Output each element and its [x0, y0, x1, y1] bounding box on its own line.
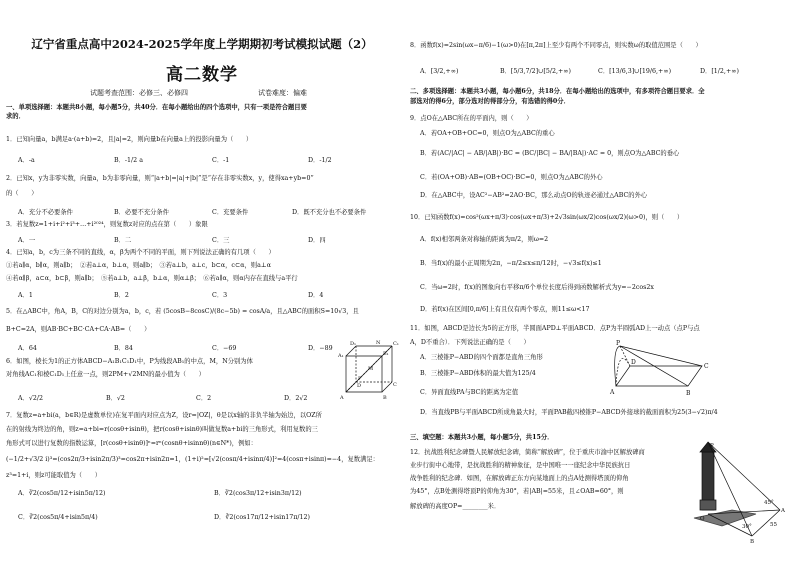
- section-1-heading-cont: 求的．: [6, 113, 25, 120]
- q2-option-d: D．既不充分也不必要条件: [292, 209, 367, 216]
- exam-subject: 高二数学: [166, 65, 238, 85]
- q11-option-b: B．三棱锥P−ABD体积的最大值为125/4: [420, 370, 536, 377]
- exam-title: 辽宁省重点高中2024-2025学年度上学期期初考试模拟试题（2）: [31, 37, 373, 51]
- q1-option-d: D．-1/2: [308, 157, 332, 164]
- q5-option-b: B．84: [114, 345, 133, 352]
- q6-option-c: C．2: [196, 395, 212, 402]
- q4-stem: 4．已知a，b，c为三条不同的直线，α，β为两个不同的平面，则下列说法正确的有几项（ ）: [6, 249, 275, 256]
- q11-option-a: A．三棱锥P−ABD的四个面都是直角三角形: [420, 354, 543, 361]
- q12-line-1: 12．抗战胜利纪念碑暨人民解放纪念碑，简称“解放碑”，位于重庆市渝中区解放碑商: [410, 449, 645, 456]
- pyramid-label-a: A: [610, 389, 615, 396]
- q1-option-a: A．-a: [18, 157, 35, 164]
- q4-option-a: A．1: [18, 292, 33, 299]
- q2-stem-cont: 的（ ）: [6, 190, 38, 197]
- q2-stem: 2．已知x，y为非零实数，向量a，b为非零向量，则“|a+b|=|a|+|b|”是“存在非零实数x，y，使得xa+yb=0”: [6, 175, 314, 182]
- tower-label-55: 55: [770, 522, 777, 528]
- q7-line-5: z³=1+i，则z可能取值为（ ）: [6, 472, 101, 479]
- q8-option-c: C．[13/6,3]∪[19/6,+∞): [598, 68, 672, 75]
- section-2-heading-cont: 部选对的得6分，部分选对的得部分分，有选错的得0分．: [410, 98, 570, 105]
- tower-label-angle-45: 45°: [764, 500, 774, 506]
- pyramid-label-c: C: [704, 363, 709, 370]
- q4-statements-2: ④若α∥β，a⊂α，b⊂β，则a∥b； ⑤若a⊥b，a⊥β，b⊥α，则α⊥β； ⑥若a∥α，则α内存在直线与a平行: [6, 275, 298, 282]
- tower-label-o: O: [700, 516, 705, 522]
- q10-option-c: C．当ω=2时，f(x)的图象向右平移π/6个单位长度后得到函数解析式为y=−2cos2x: [420, 284, 654, 291]
- q9-stem: 9．点O在△ABC所在的平面内，则（ ）: [410, 115, 533, 122]
- q1-option-c: C．-1: [212, 157, 230, 164]
- q6-option-b: B．√2: [106, 395, 125, 402]
- q7-option-a: A．∛2(cos5π/12+isin5π/12): [18, 490, 106, 497]
- q1-option-b: B．-1/2 a: [114, 157, 143, 164]
- cube-label-b: B: [383, 395, 387, 401]
- tower-figure: [692, 440, 788, 544]
- q3-option-d: D．四: [308, 237, 326, 244]
- cube-label-m: M: [368, 366, 374, 372]
- q7-option-b: B．∛2(cos3π/12+isin3π/12): [214, 490, 302, 497]
- q5-option-c: C．−69: [212, 345, 237, 352]
- q3-option-c: C．三: [212, 237, 230, 244]
- q1-stem: 1．已知向量a，b满足a·(a+b)=2，且|a|=2，则向量b在向量a上的投影向量为（ ）: [6, 136, 253, 143]
- q7-line-2: 在的射线为终边的角，则z=a+bi=r(cosθ+isinθ)，把r(cosθ+isinθ)叫做复数a+bi的三角形式，利用复数的三: [6, 426, 318, 433]
- q7-option-c: C．∛2(cos5π/4+isin5π/4): [18, 514, 98, 521]
- q2-option-a: A．充分不必要条件: [18, 209, 73, 216]
- tower-label-p: P: [710, 443, 714, 449]
- q2-option-c: C．充要条件: [212, 209, 249, 216]
- tower-label-b: B: [750, 539, 755, 545]
- cube-label-c: C: [393, 382, 397, 388]
- cube-label-c1: C₁: [393, 341, 399, 347]
- pyramid-label-p: P: [616, 340, 621, 347]
- q4-option-c: C．3: [212, 292, 228, 299]
- q3-stem: 3．若复数z=1+i+i²+i³+…+i²⁰²⁴，则复数z对应的点在第（ ）象限: [6, 221, 208, 228]
- section-3-heading: 三、填空题：本题共3小题，每小题5分，共15分．: [410, 434, 554, 441]
- pyramid-label-b: B: [686, 390, 691, 397]
- pyramid-label-d: D: [631, 359, 636, 366]
- q9-option-c: C．若(OA+OB)·AB=(OB+OC)·BC=0，则点O为△ABC的外心: [420, 174, 603, 181]
- q5-stem-cont: B+C=2A，则AB·BC+BC·CA+CA·AB=（ ）: [6, 326, 151, 333]
- q11-option-c: C．异面直线PA与BC的距离为定值: [420, 389, 519, 396]
- q4-option-d: D．4: [308, 292, 324, 299]
- q8-option-d: D．[1/2,+∞): [700, 68, 739, 75]
- q6-option-a: A．√2/2: [18, 395, 43, 402]
- exam-difficulty: 试卷难度：偏难: [258, 89, 307, 97]
- q5-option-d: D．−89: [308, 345, 333, 352]
- tower-label-a: A: [781, 508, 785, 514]
- q11-stem-cont: A，D不重合）．下列说法正确的是（ ）: [410, 339, 530, 346]
- q12-line-5: 解放碑的高度OP=________米．: [410, 503, 501, 510]
- q10-option-d: D．若f(x)在区间[0,π/6]上有且仅有两个零点，则11≤ω<17: [420, 306, 590, 313]
- cube-label-d: D: [357, 383, 362, 389]
- q3-option-a: A．一: [18, 237, 36, 244]
- q9-option-b: B．若(AC/|AC| − AB/|AB|)·BC = (BC/|BC| − BA/|BA|)·AC = 0，则点O为△ABC的垂心: [420, 150, 680, 157]
- q7-line-4: (−1/2+√3/2 i)³=(cos2π/3+isin2π/3)³=cos2π+isin2π=1，(1+i)²=[√2(cosπ/4+isinπ/4)]²=4(cosπ+isinπ)=−4，复数满足：: [6, 456, 379, 463]
- q8-option-b: B．[5/3,7/2]∪[5/2,+∞): [500, 68, 571, 75]
- q11-stem: 11．如图，ABCD是边长为5的正方形，半圆面APD⊥平面ABCD．点P为半圆弧AD上一动点（点P与点: [410, 325, 700, 332]
- q5-option-a: A．64: [18, 345, 37, 352]
- q6-stem-cont: 对角线AC₁和棱C₁D₁上任意一点，则2PM+√2MN的最小值为（ ）: [6, 371, 205, 378]
- q4-option-b: B．2: [114, 292, 129, 299]
- q10-option-a: A．f(x)相邻两条对称轴的距离为π/2，则ω=2: [420, 236, 549, 243]
- q11-option-d: D．当直线PB与平面ABCD所成角最大时，平面PAB截四棱锥P−ABCD外接球的截面面积为25(3−√2)π/4: [420, 409, 718, 416]
- cube-label-p: P: [358, 376, 362, 382]
- q2-option-b: B．必要不充分条件: [114, 209, 170, 216]
- cube-label-a: A: [340, 395, 344, 401]
- tower-label-angle-30: 30°: [742, 524, 752, 530]
- section-2-heading: 二、多项选择题：本题共3小题，每小题6分，共18分．在每小题给出的选项中，有多项符合题目要求．全: [410, 88, 705, 95]
- q7-option-d: D．∛2(cos17π/12+isin17π/12): [214, 514, 310, 521]
- q10-option-b: B．当f(x)的最小正周期为2π，−π/2≤x≤π/12时，−√3≤f(x)≤1: [420, 260, 602, 267]
- q8-stem: 8．函数f(x)=2sin(ωx−π/6)−1(ω>0)在[π,2π]上至少有两个不同零点，则实数ω的取值范围是（ ）: [410, 42, 702, 49]
- cube-figure: [338, 340, 398, 408]
- q3-option-b: B．二: [114, 237, 132, 244]
- q6-stem: 6．如图，棱长为1的正方体ABCD−A₁B₁C₁D₁中，P为线段AB₁的中点，M，N分别为体: [6, 358, 253, 365]
- q9-option-a: A．若OA+OB+OC=0，则点O为△ABC的重心: [420, 130, 555, 137]
- cube-label-b1: B₁: [383, 351, 389, 357]
- cube-label-d1: D₁: [350, 341, 357, 347]
- q12-line-4: 为45°，点B处测得塔顶P的仰角为30°，若|AB|=55米，且∠OAB=60°，则: [410, 488, 624, 495]
- pyramid-figure: [610, 338, 722, 402]
- q8-option-a: A．[3/2,+∞): [420, 68, 459, 75]
- q5-stem: 5．在△ABC中，角A，B，C的对边分别为a，b，c，若 (5cosB−8cosC)/(8c−5b) = cosA/a，且△ABC的面积S=10√3，且: [6, 308, 359, 315]
- q7-line-3: 角形式可以进行复数的指数运算，[r(cosθ+isinθ)]ⁿ=rⁿ(cosnθ+isinnθ)(n∈N*)，例如：: [6, 440, 257, 447]
- q4-statements-1: ①若a∥α，b∥α，则a∥b； ②若a⊥α，b⊥α，则a∥b； ③若a⊥b，a⊥c，b⊂α，c⊂α，则a⊥α: [6, 262, 272, 269]
- q6-option-d: D．2√2: [284, 395, 308, 402]
- q12-line-3: 战争胜利的纪念碑．如图，在解放碑正东方向某地面上的点A处测得塔顶的仰角: [410, 475, 629, 482]
- q12-line-2: 业步行街中心地带，是抗战胜利的精神象征，是中国唯一一座纪念中华民族抗日: [410, 462, 631, 469]
- section-1-heading: 一、单项选择题：本题共8小题，每小题5分，共40分．在每小题给出的四个选项中，只有一项是符合题目要: [6, 104, 307, 111]
- q7-line-1: 7．复数z=a+bi(a，b∈R)是虚数单位)在复平面内对应点为Z，设r=|OZ|，θ是以x轴的非负半轴为始边，以OZ所: [6, 412, 322, 419]
- exam-scope: 试题考查范围：必修三、必修四: [90, 89, 188, 97]
- q10-stem: 10．已知函数f(x)=cos²(ωx+π/3)·cos(ωx+π/3)+2√3sin(ωx/2)cos(ωx/2)(ω>0)，则（ ）: [410, 214, 684, 221]
- q9-option-d: D．在△ABC中，设AC²−AB²=2AO·BC，那么动点O的轨迹必通过△ABC的外心: [420, 192, 648, 199]
- cube-label-a1: A₁: [338, 353, 344, 359]
- cube-label-n: N: [376, 340, 381, 346]
